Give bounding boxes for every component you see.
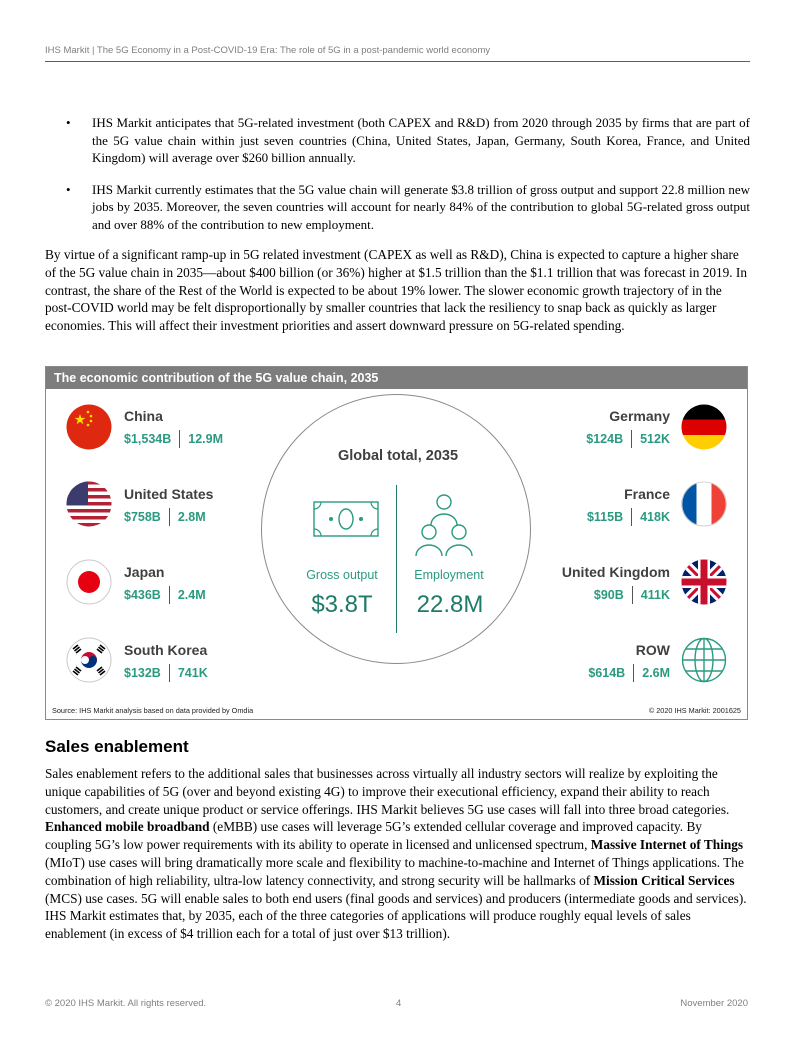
south-korea-values — [124, 664, 208, 682]
uk-values — [594, 586, 670, 604]
bullet-list — [45, 114, 750, 247]
running-header: IHS Markit | The 5G Economy in a Post-COVID-19 Era: The role of 5G in a post-pandemic world economy — [45, 45, 491, 56]
china-output: $1,534B — [124, 432, 172, 446]
uk-flag-icon — [681, 559, 727, 605]
japan-output: $436B — [124, 588, 161, 602]
employment-value: 22.8M — [416, 591, 484, 618]
china-name: China — [124, 408, 163, 424]
para2-seg-4: (MIoT) use cases will bring dramatically more scale and flexibility to machine-to-machine and Internet of Things applications. The combination of high reliability, ultra-low latency connectivity, and strong security will be hallmarks of — [45, 854, 744, 888]
section-heading: Sales enablement — [45, 737, 189, 756]
france-values — [587, 508, 670, 526]
sales-enablement-paragraph — [45, 765, 750, 943]
para2-term-miot: Massive Internet of Things — [590, 837, 744, 853]
para2-seg-6: (MCS) use cases. 5G will enable sales to both end users (final goods and services) and producers (intermediate goods and services). IHS Markit estimates that, by 2035, each of the three categories of applications will produce roughly equal levels of sales enablement (in excess of $4 trillion each for a total of just over $13 trillion). — [45, 890, 747, 942]
row-output: $614B — [588, 666, 626, 680]
header-divider — [45, 61, 750, 62]
uk-output: $90B — [593, 588, 624, 602]
france-name: France — [624, 486, 670, 502]
france-output: $115B — [586, 510, 624, 524]
value-chain-infographic — [45, 366, 748, 720]
japan-flag-icon — [66, 559, 112, 605]
footer-copyright: © 2020 IHS Markit. All rights reserved. — [45, 998, 207, 1009]
germany-name: Germany — [609, 408, 670, 424]
figure-copyright: © 2020 IHS Markit: 2001625 — [648, 706, 741, 715]
para2-term-mcs: Mission Critical Services — [593, 872, 735, 888]
japan-jobs: 2.4M — [177, 588, 206, 602]
germany-jobs: 512K — [640, 432, 670, 446]
us-flag-icon — [66, 481, 112, 527]
china-flag-icon — [66, 404, 112, 450]
figure-source: Source: IHS Markit analysis based on data provided by Omdia — [52, 706, 254, 715]
us-jobs: 2.8M — [177, 510, 206, 524]
japan-name: Japan — [124, 564, 165, 580]
south-korea-jobs: 741K — [177, 666, 208, 680]
global-total-title: Global total, 2035 — [337, 448, 459, 464]
bullet-item-investment: • IHS Markit anticipates that 5G-related investment (both CAPEX and R&D) from 2020 through 2035 by firms that are part of the 5G value chain within just seven countries (China, United States, Japan, Germany, South Korea, France, and United Kingdom) will average over $260 billion annually. — [45, 114, 750, 167]
germany-values — [586, 430, 670, 448]
bullet-item-gross-output: • IHS Markit currently estimates that the 5G value chain will generate $3.8 trillion of gross output and support 22.8 million new jobs by 2035. Moreover, the seven countries will account for nearly 84% of the contribution to global 5G-related gross output and over 88% of the contribution to new employment. — [45, 181, 750, 234]
people-icon — [411, 493, 477, 557]
south-korea-name: South Korea — [124, 642, 208, 658]
para2-seg-0: Sales enablement refers to the additional sales that businesses across virtually all industry sectors will realize by exploiting the unique capabilities of 5G (over and beyond existing 4G) to improve their executional efficiency, expand their ability to reach customers, and create unique product or service offerings. IHS Markit believes 5G use cases will fall into three broad categories. — [45, 766, 730, 817]
row-values — [588, 664, 670, 682]
china-jobs: 12.9M — [188, 432, 224, 446]
money-icon — [313, 501, 379, 537]
uk-jobs: 411K — [640, 588, 670, 602]
germany-output: $124B — [586, 432, 624, 446]
uk-name: United Kingdom — [561, 564, 670, 580]
us-values — [124, 508, 206, 526]
gross-output-label: Gross output — [306, 568, 378, 582]
us-output: $758B — [124, 510, 161, 524]
france-jobs: 418K — [640, 510, 670, 524]
china-values — [124, 430, 223, 448]
infographic-title: The economic contribution of the 5G value chain, 2035 — [46, 367, 747, 389]
japan-values — [124, 586, 206, 604]
china-paragraph: By virtue of a significant ramp-up in 5G related investment (CAPEX as well as R&D), China is expected to capture a higher share of the 5G value chain in 2035—about $400 billion (or 36%) higher at $1.5 trillion than the $1.1 trillion that was forecast in 2019. In contrast, the share of the Rest of the World is expected to be about 19% lower. The slower economic growth trajectory of in the post-COVID world may be felt disproportionally by smaller countries that lack the resiliency to snap back as quickly as larger economies. This will affect their investment priorities and assert downward pressure on 5G-related spending. — [45, 247, 748, 334]
south-korea-output: $132B — [124, 666, 161, 680]
footer-date: November 2020 — [680, 998, 748, 1009]
france-flag-icon — [681, 481, 727, 527]
row-jobs: 2.6M — [642, 666, 670, 680]
germany-flag-icon — [681, 404, 727, 450]
employment-label: Employment — [414, 568, 484, 582]
globe-icon — [681, 637, 727, 683]
south-korea-flag-icon — [66, 637, 112, 683]
gross-output-value: $3.8T — [311, 591, 373, 618]
para2-term-embb: Enhanced mobile broadband — [45, 819, 210, 835]
para2-seg-2: (eMBB) use cases will leverage 5G’s extended cellular coverage and improved capacity. By coupling 5G’s low power requirements with its ability to operate in licensed and unlicensed spectrum, — [45, 819, 702, 853]
us-name: United States — [124, 486, 214, 502]
row-name: ROW — [635, 642, 670, 658]
page-number: 4 — [396, 998, 402, 1009]
